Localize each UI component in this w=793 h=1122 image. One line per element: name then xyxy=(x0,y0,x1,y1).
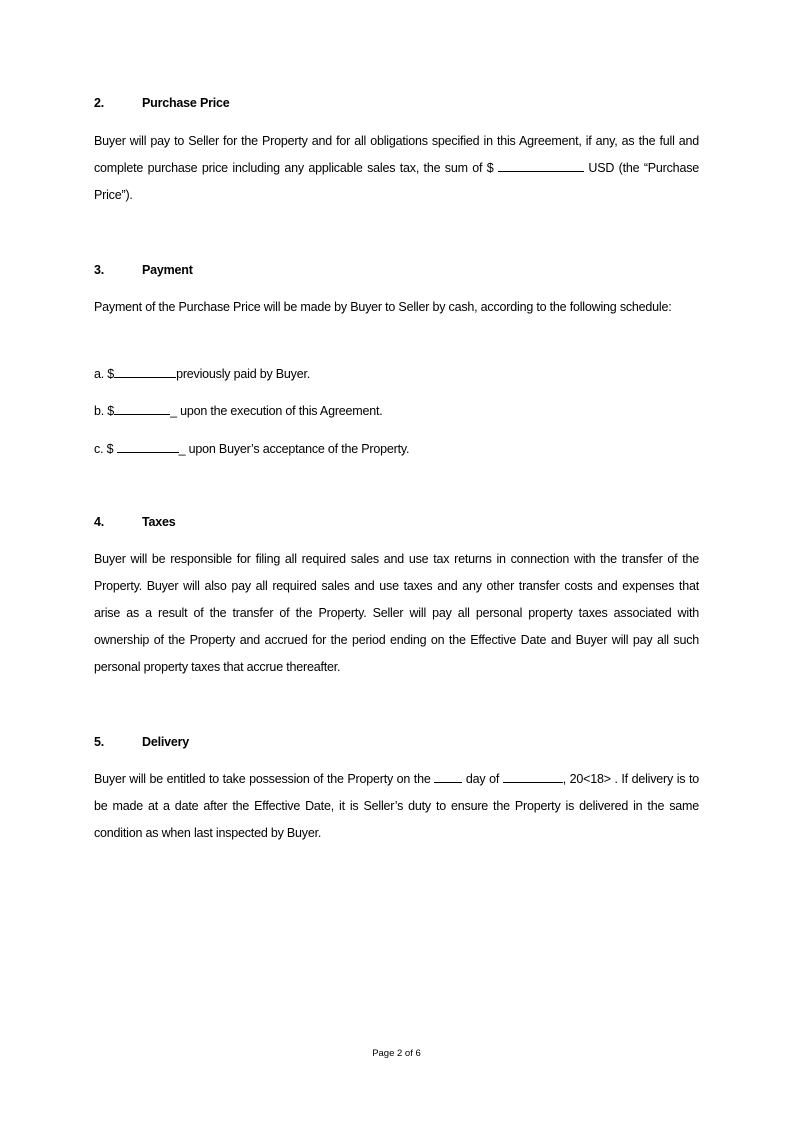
paragraph-text: Buyer will pay to Seller for the Property and for all obligations specified in this Agreement, if any, as the full and complete purchase price including any applicable sales tax, the sum of $ xyxy=(94,134,699,175)
payment-paragraph: Payment of the Purchase Price will be made by Buyer to Seller by cash, according to the following schedule: xyxy=(94,300,672,314)
page-number-footer: Page 2 of 6 xyxy=(372,1048,421,1059)
paragraph-text: , 20<18> . If delivery is to be made at a date after the Effective Date, it is Seller’s duty to ensure the Property is delivered in the same condition as when last inspected by Buyer. xyxy=(94,772,700,840)
amount-blank[interactable] xyxy=(114,402,170,415)
item-text: _ upon Buyer’s acceptance of the Property. xyxy=(178,442,410,456)
purchase-price-paragraph xyxy=(94,128,699,209)
section-title: Delivery xyxy=(142,735,190,749)
section-number: 4. xyxy=(94,515,105,529)
item-text: _ upon the execution of this Agreement. xyxy=(170,404,383,418)
section-heading-payment xyxy=(94,263,193,277)
section-heading-taxes xyxy=(94,515,176,529)
taxes-paragraph: Buyer will be responsible for filing all required sales and use tax returns in connection with the transfer of the Property. Buyer will also pay all required sales and use taxes and any other transfer costs and expenses that arise as a result of the transfer of the Property. Seller will pay all personal property taxes associated with ownership of the Property and accrued for the period ending on the Effective Date and Buyer will pay all such personal property taxes that accrue thereafter. xyxy=(94,552,699,674)
section-title: Taxes xyxy=(142,515,176,529)
section-number: 2. xyxy=(94,96,105,110)
section-heading-purchase-price xyxy=(94,96,230,110)
item-text: previously paid by Buyer. xyxy=(176,367,311,381)
delivery-paragraph xyxy=(94,766,699,847)
paragraph-text: USD (the “Purchase Price”). xyxy=(94,161,699,202)
payment-item-b xyxy=(94,402,383,418)
item-prefix: b. $ xyxy=(94,404,115,418)
section-heading-delivery xyxy=(94,735,189,749)
item-prefix: c. $ xyxy=(94,442,117,456)
purchase-price-blank[interactable] xyxy=(498,159,584,172)
paragraph-text: Buyer will be entitled to take possession of the Property on the xyxy=(94,772,435,786)
paragraph-text: day of xyxy=(462,772,503,786)
item-prefix: a. $ xyxy=(94,367,115,381)
section-title: Purchase Price xyxy=(142,96,230,110)
payment-item-a xyxy=(94,365,310,381)
amount-blank[interactable] xyxy=(117,440,179,453)
section-title: Payment xyxy=(142,263,193,277)
section-number: 5. xyxy=(94,735,105,749)
payment-item-c xyxy=(94,440,409,456)
month-blank[interactable] xyxy=(503,770,563,783)
section-number: 3. xyxy=(94,263,105,277)
day-blank[interactable] xyxy=(434,770,462,783)
amount-blank[interactable] xyxy=(114,365,176,378)
